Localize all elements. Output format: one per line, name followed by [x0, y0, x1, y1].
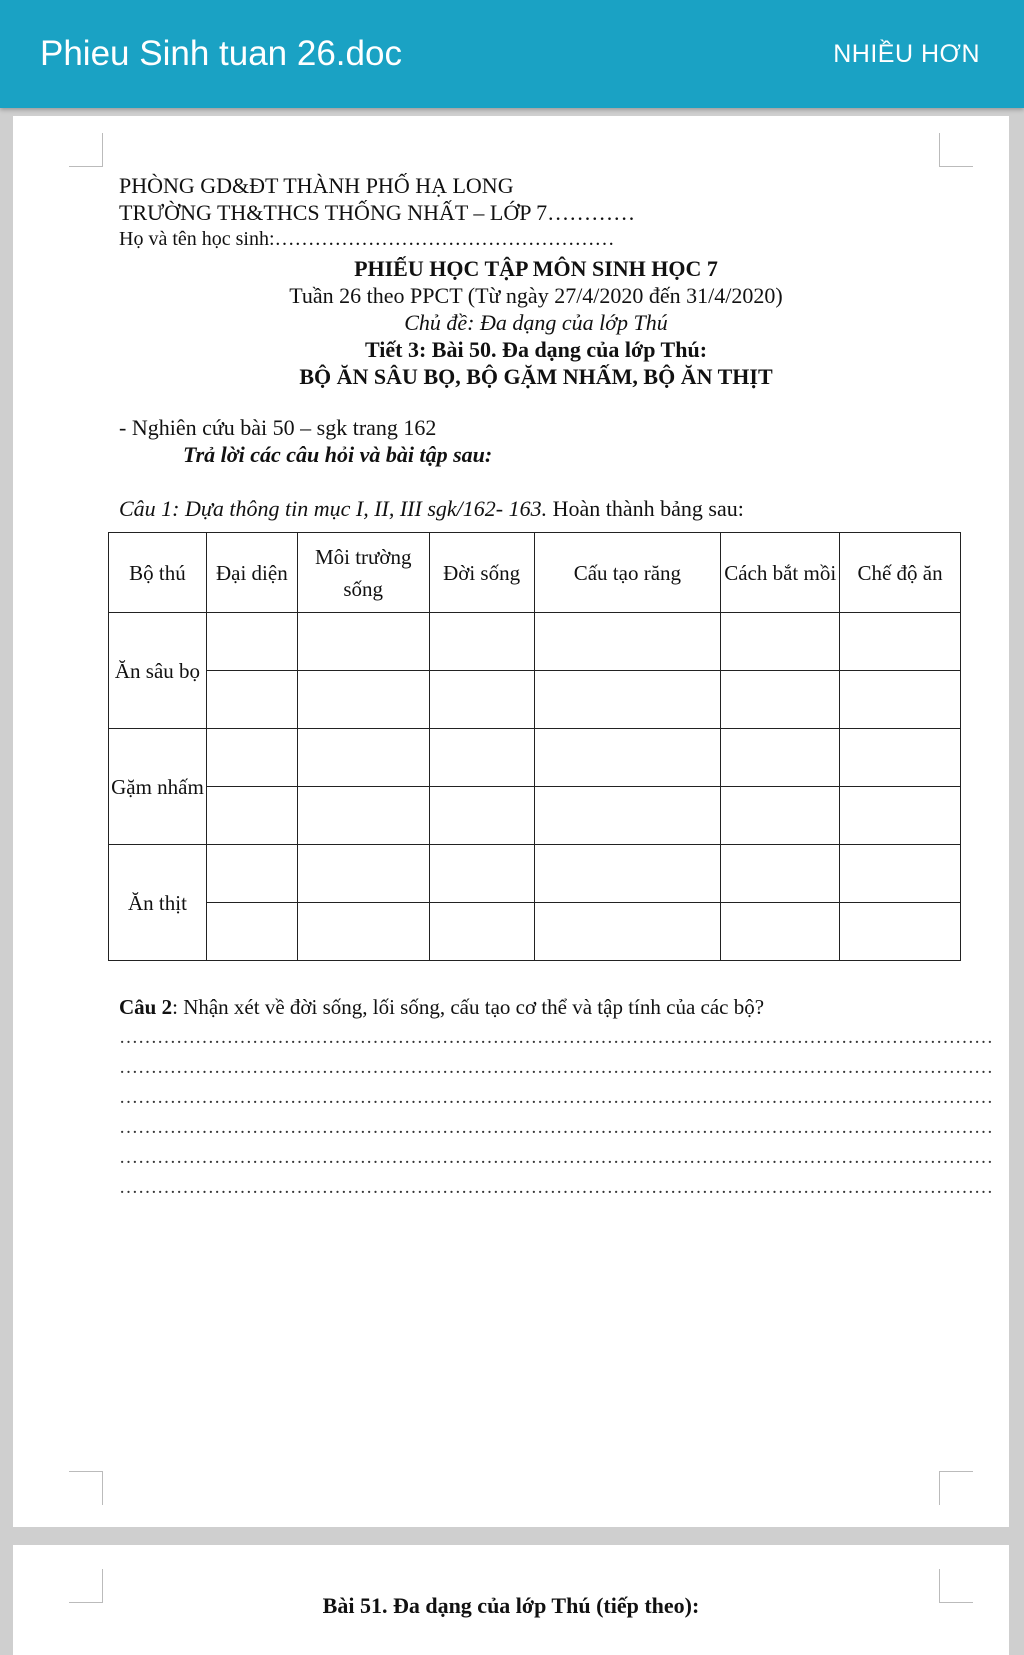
table-cell[interactable] [297, 613, 429, 671]
table-header: Chế độ ăn [840, 533, 961, 613]
table-cell[interactable] [429, 613, 534, 671]
table-cell[interactable] [297, 903, 429, 961]
table-cell[interactable] [840, 903, 961, 961]
table-cell[interactable] [840, 671, 961, 729]
table-cell[interactable] [534, 845, 721, 903]
table-cell[interactable] [429, 903, 534, 961]
lesson-subtitle: BỘ ĂN SÂU BỌ, BỘ GẶM NHẤM, BỘ ĂN THỊT [299, 364, 773, 389]
table-cell[interactable] [721, 903, 840, 961]
question-1-instruction: Hoàn thành bảng sau: [547, 496, 744, 521]
table-cell[interactable] [297, 729, 429, 787]
page-corner-mark [69, 1471, 103, 1505]
next-lesson-title: Bài 51. Đa dạng của lớp Thú (tiếp theo): [322, 1593, 700, 1618]
table-cell[interactable] [534, 671, 721, 729]
table-row [109, 903, 961, 961]
table-cell[interactable] [721, 671, 840, 729]
group-label: Gặm nhấm [109, 729, 207, 845]
app-bar [0, 0, 1024, 108]
page-corner-mark [69, 133, 103, 167]
page-corner-mark [939, 1471, 973, 1505]
table-cell[interactable] [297, 787, 429, 845]
answer-line: ………………………………………………………………………………………………………………………… [119, 1057, 993, 1078]
page-corner-mark [939, 133, 973, 167]
table-row [109, 671, 961, 729]
table-header: Đại diện [206, 533, 297, 613]
table-cell[interactable] [206, 787, 297, 845]
table-header: Cách bắt mồi [721, 533, 840, 613]
answer-table [108, 532, 961, 961]
document-title: Phieu Sinh tuan 26.doc [40, 34, 402, 73]
table-cell[interactable] [534, 613, 721, 671]
lesson-line: Tiết 3: Bài 50. Đa dạng của lớp Thú: [364, 337, 708, 362]
table-cell[interactable] [297, 671, 429, 729]
table-cell[interactable] [206, 671, 297, 729]
study-note: - Nghiên cứu bài 50 – sgk trang 162 [119, 415, 437, 440]
table-cell[interactable] [721, 787, 840, 845]
table-cell[interactable] [206, 729, 297, 787]
table-cell[interactable] [206, 613, 297, 671]
table-header: Bộ thú [109, 533, 207, 613]
table-row [109, 729, 961, 787]
table-header: Môi trường sống [297, 533, 429, 613]
table-cell[interactable] [429, 787, 534, 845]
table-cell[interactable] [721, 729, 840, 787]
student-name-line: Họ và tên học sinh:…………………………………………… [119, 228, 615, 250]
worksheet-title: PHIẾU HỌC TẬP MÔN SINH HỌC 7 [354, 256, 718, 281]
question-2 [119, 993, 964, 1021]
school-line: TRƯỜNG TH&THCS THỐNG NHẤT – LỚP 7………… [119, 200, 636, 225]
table-header: Đời sống [429, 533, 534, 613]
answer-line: ………………………………………………………………………………………………………………………… [119, 1177, 993, 1198]
table-cell[interactable] [534, 787, 721, 845]
table-cell[interactable] [721, 613, 840, 671]
topic-line: Chủ đề: Đa dạng của lớp Thú [404, 310, 668, 335]
document-page-2[interactable] [13, 1545, 1009, 1655]
answer-line: ………………………………………………………………………………………………………………………… [119, 1117, 993, 1138]
department-line: PHÒNG GD&ĐT THÀNH PHỐ HẠ LONG [119, 173, 514, 198]
question-2-text: : Nhận xét về đời sống, lối sống, cấu tạo cơ thể và tập tính của các bộ? [172, 995, 765, 1019]
table-cell[interactable] [429, 729, 534, 787]
answer-lines[interactable] [119, 1023, 993, 1203]
week-line: Tuần 26 theo PPCT (Từ ngày 27/4/2020 đến 31/4/2020) [289, 283, 783, 308]
table-cell[interactable] [429, 845, 534, 903]
question-1 [119, 495, 964, 522]
more-button[interactable]: NHIỀU HƠN [829, 34, 984, 75]
group-label: Ăn thịt [109, 845, 207, 961]
answer-line: ………………………………………………………………………………………………………………………… [119, 1087, 993, 1108]
answer-line: ………………………………………………………………………………………………………………………… [119, 1027, 993, 1048]
table-cell[interactable] [534, 903, 721, 961]
table-cell[interactable] [840, 845, 961, 903]
page-content [108, 172, 993, 1203]
question-1-label: Câu 1: Dựa thông tin mục I, II, III sgk/162- 163. [119, 496, 548, 521]
document-page-1[interactable] [13, 116, 1009, 1527]
table-header-row [109, 533, 961, 613]
table-cell[interactable] [206, 903, 297, 961]
table-row [109, 845, 961, 903]
table-cell[interactable] [840, 787, 961, 845]
table-cell[interactable] [840, 613, 961, 671]
answer-line: ………………………………………………………………………………………………………………………… [119, 1147, 993, 1168]
question-2-label: Câu 2 [119, 995, 173, 1019]
table-cell[interactable] [297, 845, 429, 903]
table-cell[interactable] [206, 845, 297, 903]
table-cell[interactable] [429, 671, 534, 729]
table-cell[interactable] [534, 729, 721, 787]
table-header: Cấu tạo răng [534, 533, 721, 613]
answer-prompt: Trả lời các câu hỏi và bài tập sau: [183, 442, 493, 467]
table-cell[interactable] [840, 729, 961, 787]
table-row [109, 613, 961, 671]
group-label: Ăn sâu bọ [109, 613, 207, 729]
table-cell[interactable] [721, 845, 840, 903]
table-row [109, 787, 961, 845]
